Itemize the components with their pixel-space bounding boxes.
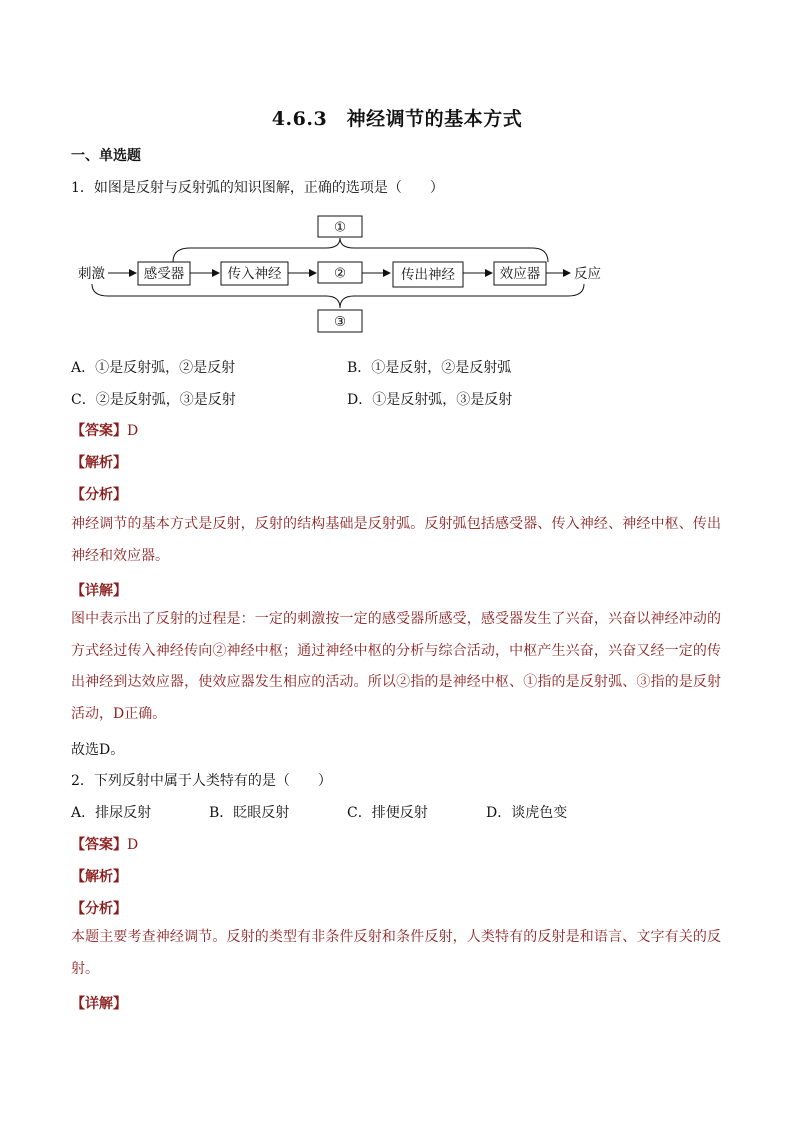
q2-fenxi-text: 本题主要考查神经调节。反射的类型有非条件反射和条件反射，人类特有的反射是和语言、文字有关的反射。 xyxy=(71,929,721,977)
top-label: ① xyxy=(333,219,347,236)
q2-analysis-tag: 【解析】 xyxy=(71,869,127,885)
efferent-label: 传出神经 xyxy=(401,267,455,283)
receptor-label: 感受器 xyxy=(143,266,185,282)
q1-analysis-tag: 【解析】 xyxy=(71,455,127,471)
q1-option-d: D．①是反射弧，③是反射 xyxy=(347,392,513,408)
q2-option-b: B．眨眼反射 xyxy=(209,805,290,821)
q1-detail-tag: 【详解】 xyxy=(71,583,127,599)
q2-answer-tag: 【答案】 xyxy=(71,837,127,853)
section-heading: 一、单选题 xyxy=(71,148,141,164)
bottom-brace xyxy=(92,284,584,308)
question-1-stem: 1．如图是反射与反射弧的知识图解，正确的选项是（ ） xyxy=(71,180,444,196)
question-2-stem: 2．下列反射中属于人类特有的是（ ） xyxy=(71,773,332,789)
q2-option-d: D．谈虎色变 xyxy=(486,805,568,821)
q2-detail-tag: 【详解】 xyxy=(71,996,127,1012)
q1-conclusion: 故选D。 xyxy=(71,742,125,758)
afferent-label: 传入神经 xyxy=(227,266,282,282)
bottom-label: ③ xyxy=(333,314,347,330)
page-title: 4.6.3 神经调节的基本方式 xyxy=(271,108,523,130)
q2-answer xyxy=(71,834,138,854)
q2-option-c: C．排便反射 xyxy=(347,805,428,821)
center-label: ② xyxy=(333,265,347,282)
q1-option-b: B．①是反射，②是反射弧 xyxy=(347,360,512,376)
reflex-arc-diagram xyxy=(70,210,630,340)
q1-fenxi-tag: 【分析】 xyxy=(71,487,127,503)
q2-answer-value: D xyxy=(127,837,139,853)
stimulus-label: 刺激 xyxy=(78,266,105,282)
q1-detail-text: 图中表示出了反射的过程是：一定的刺激按一定的感受器所感受，感受器发生了兴奋，兴奋以神经冲动的方式经过传入神经传向②神经中枢；通过神经中枢的分析与综合活动，中枢产生兴奋，兴奋又经一定的传出神经到达效应器，使效应器发生相应的活动。所以②指的是神经中枢、①指的是反射弧、③指的是反射活动，D正确。 xyxy=(71,611,721,722)
q2-fenxi-tag: 【分析】 xyxy=(71,901,127,917)
response-label: 反应 xyxy=(574,266,601,282)
q1-fenxi-text: 神经调节的基本方式是反射，反射的结构基础是反射弧。反射弧包括感受器、传入神经、神经中枢、传出神经和效应器。 xyxy=(71,516,721,564)
q1-answer-value: D xyxy=(127,423,139,439)
effector-label: 效应器 xyxy=(499,266,541,282)
q1-answer xyxy=(71,420,138,440)
q1-option-a: A．①是反射弧，②是反射 xyxy=(71,360,236,376)
q2-option-a: A．排尿反射 xyxy=(71,805,152,821)
q1-answer-tag: 【答案】 xyxy=(71,423,127,439)
q1-option-c: C．②是反射弧，③是反射 xyxy=(71,392,236,408)
top-brace xyxy=(173,238,548,262)
